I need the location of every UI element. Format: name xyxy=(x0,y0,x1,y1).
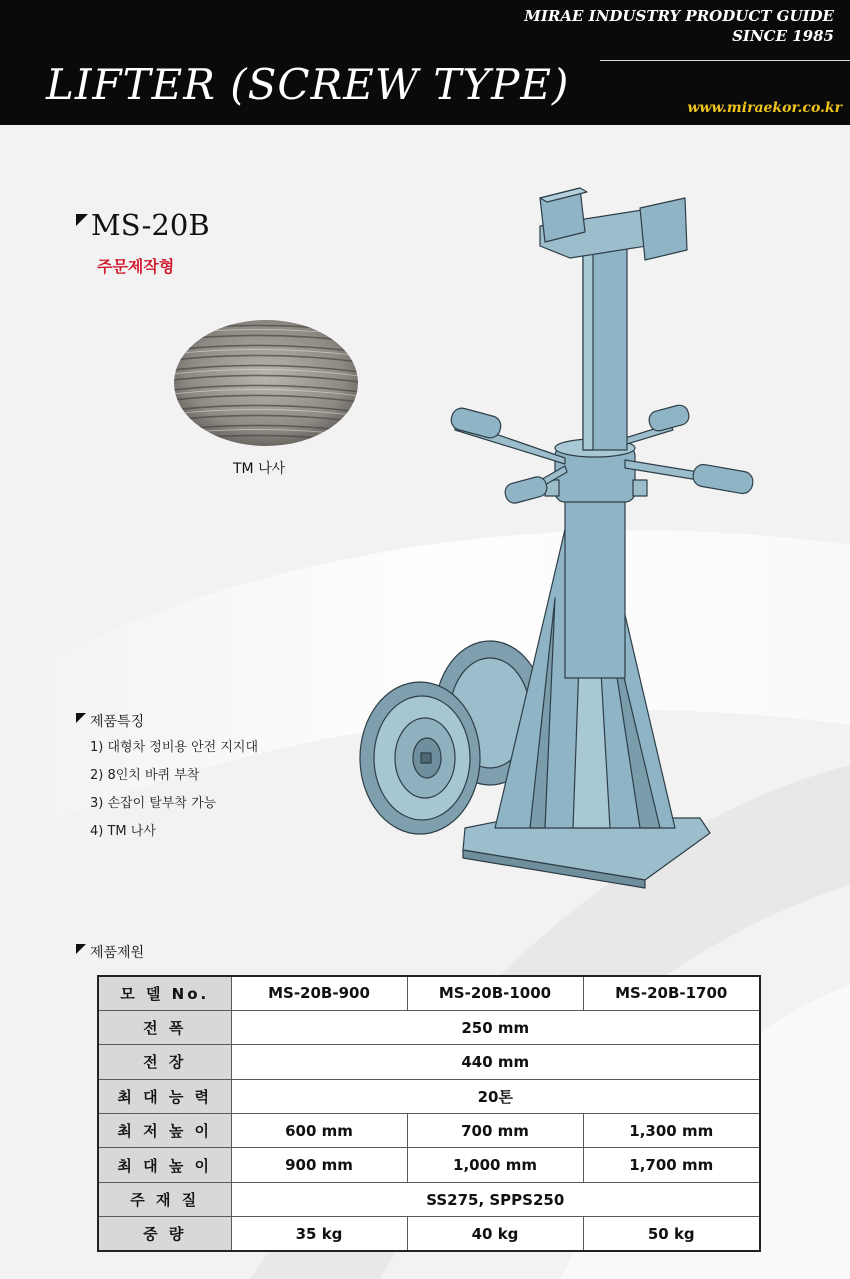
model-name: MS-20B xyxy=(91,208,210,242)
table-cell: 35 kg xyxy=(231,1217,407,1251)
table-row xyxy=(98,1114,760,1148)
specs-heading-label: 제품제원 xyxy=(90,945,145,961)
custom-order-label: 주문제작형 xyxy=(97,257,175,276)
table-header-label: 모 델 No. xyxy=(98,976,231,1010)
model-column-header: MS-20B-1000 xyxy=(407,976,583,1010)
company-tagline xyxy=(524,6,834,46)
table-row xyxy=(98,1079,760,1113)
triangle-bullet-icon xyxy=(76,713,86,723)
table-cell: 250 mm xyxy=(231,1010,760,1044)
website-link[interactable]: www.miraekor.co.kr xyxy=(687,100,842,116)
list-item: 2) 8인치 바퀴 부착 xyxy=(90,768,200,783)
features-heading xyxy=(76,711,144,731)
triangle-bullet-icon xyxy=(76,214,88,226)
header-bar xyxy=(0,0,850,125)
table-cell: 40 kg xyxy=(407,1217,583,1251)
table-cell: 1,300 mm xyxy=(583,1114,760,1148)
table-cell: SS275, SPPS250 xyxy=(231,1182,760,1216)
table-cell: 440 mm xyxy=(231,1045,760,1079)
lifter-illustration xyxy=(355,168,770,890)
table-row xyxy=(98,1182,760,1216)
table-row xyxy=(98,1045,760,1079)
model-column-header: MS-20B-900 xyxy=(231,976,407,1010)
row-label: 전 장 xyxy=(98,1045,231,1079)
model-column-header: MS-20B-1700 xyxy=(583,976,760,1010)
row-label: 최 저 높 이 xyxy=(98,1114,231,1148)
table-cell: 1,700 mm xyxy=(583,1148,760,1182)
specs-heading xyxy=(76,942,144,962)
table-row xyxy=(98,1217,760,1251)
guide-line-1: MIRAE INDUSTRY PRODUCT GUIDE xyxy=(524,7,834,25)
feature-list xyxy=(90,740,258,852)
table-cell: 700 mm xyxy=(407,1114,583,1148)
row-label: 최 대 능 력 xyxy=(98,1079,231,1113)
row-label: 주 재 질 xyxy=(98,1182,231,1216)
row-label: 중 량 xyxy=(98,1217,231,1251)
thread-photo xyxy=(172,318,360,448)
table-row xyxy=(98,976,760,1010)
thread-caption: TM 나사 xyxy=(233,461,286,477)
guide-line-2: SINCE 1985 xyxy=(732,27,834,45)
table-cell: 900 mm xyxy=(231,1148,407,1182)
header-divider xyxy=(600,60,850,61)
page-title: LIFTER (SCREW TYPE) xyxy=(46,60,570,109)
table-cell: 50 kg xyxy=(583,1217,760,1251)
table-cell: 20톤 xyxy=(231,1079,760,1113)
table-row xyxy=(98,1148,760,1182)
row-label: 전 폭 xyxy=(98,1010,231,1044)
features-heading-label: 제품특징 xyxy=(90,714,145,730)
spec-table xyxy=(97,975,761,1252)
list-item: 4) TM 나사 xyxy=(90,824,156,839)
list-item: 3) 손잡이 탈부착 가능 xyxy=(90,796,217,811)
row-label: 최 대 높 이 xyxy=(98,1148,231,1182)
triangle-bullet-icon xyxy=(76,944,86,954)
table-cell: 600 mm xyxy=(231,1114,407,1148)
table-row xyxy=(98,1010,760,1044)
list-item: 1) 대형차 정비용 안전 지지대 xyxy=(90,740,259,755)
model-heading xyxy=(76,208,210,242)
table-cell: 1,000 mm xyxy=(407,1148,583,1182)
